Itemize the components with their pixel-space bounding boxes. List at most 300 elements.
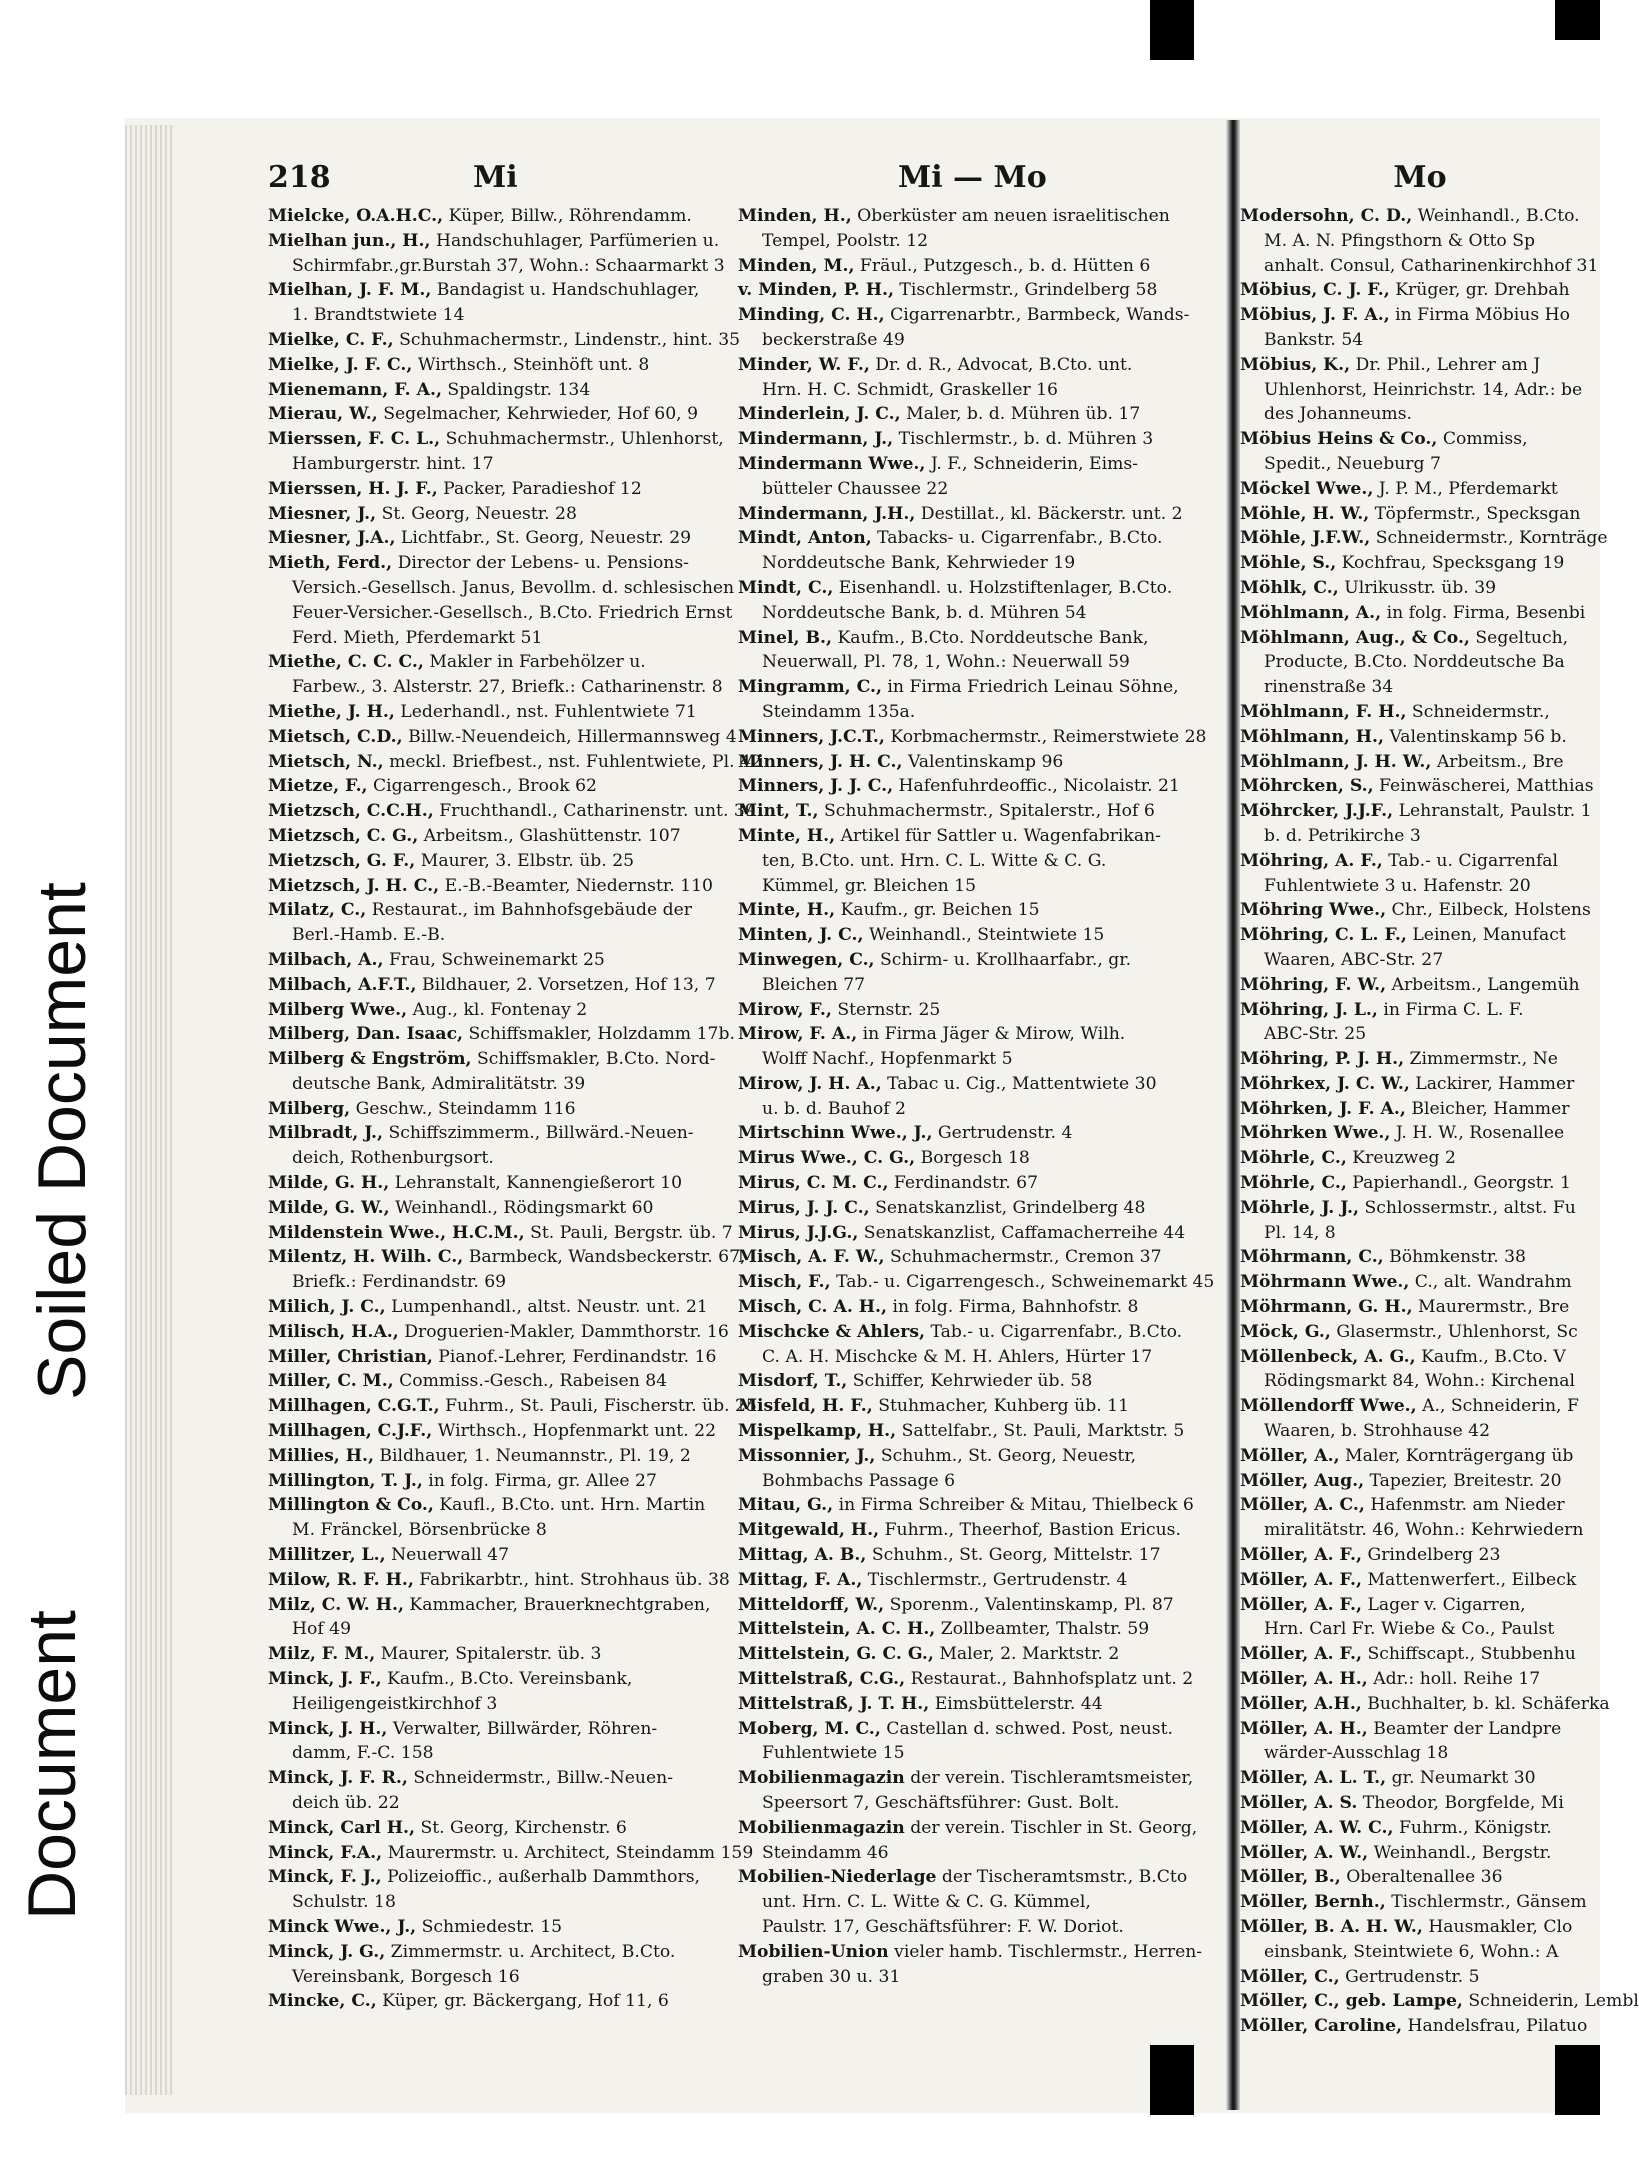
entry-text: Küper, Billw., Röhrendamm. <box>443 206 692 226</box>
directory-entry <box>738 998 1196 1023</box>
entry-name: Möhlk, C., <box>1240 577 1339 598</box>
entry-continuation <box>738 1047 1196 1072</box>
directory-entry <box>268 898 726 923</box>
entry-text: Paulstr. 17, Geschäftsführer: F. W. Doriot. <box>762 1916 1124 1937</box>
entry-text: Schuhmachermstr., Cremon 37 <box>884 1247 1162 1268</box>
entry-text: Leinen, Manufact <box>1406 925 1566 946</box>
entry-continuation <box>1240 1617 1600 1642</box>
right-column <box>1240 204 1639 2039</box>
entry-text: Maler, b. d. Mühren üb. 17 <box>900 404 1141 425</box>
entry-name: Möhlmann, A., <box>1240 602 1382 623</box>
entry-text: Tabac u. Cig., Mattentwiete 30 <box>881 1073 1157 1094</box>
right-page <box>1240 160 1639 2039</box>
entry-name: Miethe, J. H., <box>268 701 395 722</box>
entry-name: Möhrmann Wwe., <box>1240 1272 1410 1293</box>
entry-name: Minder, W. F., <box>738 354 870 375</box>
entry-continuation <box>1240 650 1600 675</box>
entry-text: Lumpenhandl., altst. Neustr. unt. 21 <box>385 1297 708 1318</box>
entry-name: Millington & Co., <box>268 1495 434 1516</box>
entry-text: Lackirer, Hammer <box>1409 1073 1575 1094</box>
directory-entry <box>1240 1766 1600 1791</box>
entry-continuation <box>738 700 1196 725</box>
entry-text: Stuhmacher, Kuhberg üb. 11 <box>872 1396 1130 1417</box>
entry-name: Minden, M., <box>738 255 855 276</box>
entry-name: Möller, A. W. C., <box>1240 1817 1394 1838</box>
entry-name: Möller, A. L. T., <box>1240 1768 1387 1789</box>
directory-entry <box>1240 1915 1600 1940</box>
entry-name: Milde, G. H., <box>268 1173 390 1194</box>
entry-text: Bandagist u. Handschuhlager, <box>431 280 700 301</box>
entry-text: St. Georg, Kirchenstr. 6 <box>414 1817 627 1838</box>
entry-text: Hrn. Carl Fr. Wiebe & Co., Paulst <box>1264 1619 1555 1640</box>
entry-name: Milberg, <box>268 1098 351 1119</box>
entry-name: Mierssen, F. C. L., <box>268 429 441 450</box>
entry-text: Spedit., Neueburg 7 <box>1264 453 1441 474</box>
directory-entry <box>268 1841 754 1866</box>
entry-text: Schuhmachermstr., Spitalerstr., Hof 6 <box>818 801 1155 822</box>
entry-continuation <box>738 378 1196 403</box>
entry-text: meckl. Briefbest., nst. Fuhlentwiete, Pl. 42 <box>383 751 762 772</box>
entry-name: Minck, J. F. R., <box>268 1768 408 1789</box>
entry-continuation <box>738 1345 1196 1370</box>
entry-continuation <box>268 1072 726 1097</box>
entry-text: Lehranstalt, Paulstr. 1 <box>1393 801 1592 822</box>
entry-text: Pl. 14, 8 <box>1264 1222 1336 1243</box>
entry-name: Möller, B., <box>1240 1867 1341 1888</box>
directory-entry <box>268 849 726 874</box>
entry-continuation <box>1240 874 1600 899</box>
directory-entry <box>1240 576 1600 601</box>
entry-text: u. b. d. Bauhof 2 <box>762 1098 906 1119</box>
entry-name: Misdorf, T., <box>738 1371 848 1392</box>
entry-name: Möhring, A. F., <box>1240 850 1383 871</box>
entry-name: Möller, A. H., <box>1240 1718 1368 1739</box>
entry-text: ABC-Str. 25 <box>1264 1024 1367 1045</box>
entry-text: Uhlenhorst, Heinrichstr. 14, Adr.: be <box>1264 379 1583 400</box>
directory-entry <box>1240 1196 1600 1221</box>
directory-entry <box>268 1221 733 1246</box>
directory-entry <box>1240 1965 1600 1990</box>
entry-text: Valentinskamp 56 b. <box>1384 726 1567 747</box>
entry-text: Cigarrengesch., Brook 62 <box>367 776 597 797</box>
entry-text: Eimsbüttelerstr. 44 <box>929 1693 1103 1714</box>
entry-name: Minck, F.A., <box>268 1842 383 1863</box>
directory-entry <box>1240 849 1600 874</box>
entry-text: Hausmakler, Clo <box>1422 1916 1573 1937</box>
entry-name: Mirus Wwe., C. G., <box>738 1148 916 1169</box>
entry-name: Möhrkex, J. C. W., <box>1240 1073 1410 1094</box>
entry-name: Minte, H., <box>738 900 836 921</box>
directory-entry <box>268 948 726 973</box>
entry-name: Mittelstraß, J. T. H., <box>738 1693 930 1714</box>
entry-text: Gertrudenstr. 4 <box>932 1123 1073 1144</box>
directory-entry <box>1240 2014 1600 2039</box>
directory-entry <box>1240 1989 1639 2014</box>
entry-name: Mobilienmagazin <box>738 1817 905 1838</box>
directory-entry <box>1240 1493 1600 1518</box>
directory-entry <box>738 626 1196 651</box>
entry-continuation <box>738 477 1196 502</box>
entry-continuation <box>268 1617 726 1642</box>
entry-text: Kaufm., B.Cto. Norddeutsche Bank, <box>831 627 1149 648</box>
directory-entry <box>738 1245 1196 1270</box>
entry-text: Packer, Paradieshof 12 <box>437 478 642 499</box>
directory-entry <box>1240 1320 1600 1345</box>
entry-name: Mint, T., <box>738 801 819 822</box>
entry-text: Steindamm 46 <box>762 1842 889 1863</box>
entry-name: Mirus, J. J. C., <box>738 1197 870 1218</box>
entry-name: Milentz, H. Wilh. C., <box>268 1247 464 1268</box>
entry-text: Schneidermstr., Kornträge <box>1370 528 1608 549</box>
entry-text: Schneidermstr., <box>1406 701 1550 722</box>
entry-name: Mincke, C., <box>268 1991 377 2012</box>
entry-name: Mietzsch, C. G., <box>268 825 419 846</box>
entry-continuation <box>738 874 1196 899</box>
entry-text: Hof 49 <box>292 1619 352 1640</box>
directory-entry <box>268 229 726 254</box>
entry-name: Modersohn, C. D., <box>1240 206 1413 226</box>
entry-text: Droguerien-Makler, Dammthorstr. 16 <box>398 1321 729 1342</box>
entry-text: Handschuhlager, Parfümerien u. <box>430 230 720 251</box>
entry-continuation <box>738 229 1196 254</box>
entry-text: Schiffsmakler, B.Cto. Nord- <box>471 1049 716 1070</box>
directory-entry <box>1240 973 1600 998</box>
entry-text: Sporenm., Valentinskamp, Pl. 87 <box>884 1594 1174 1615</box>
directory-entry <box>738 750 1196 775</box>
entry-name: v. Minden, P. H., <box>738 280 894 301</box>
entry-name: Milbach, A.F.T., <box>268 974 417 995</box>
page-number: 218 <box>268 160 331 195</box>
entry-text: Artikel für Sattler u. Wagenfabrikan- <box>835 825 1161 846</box>
soiled-document-label: Soiled Document <box>24 882 100 1400</box>
entry-name: Möckel Wwe., <box>1240 478 1374 499</box>
directory-entry <box>268 1320 729 1345</box>
entry-continuation <box>268 675 726 700</box>
left-column <box>268 204 762 2014</box>
directory-entry <box>738 204 1196 229</box>
entry-text: Kreuzweg 2 <box>1346 1148 1456 1169</box>
directory-entry <box>1240 1890 1600 1915</box>
entry-text: Restaurat., Bahnhofsplatz unt. 2 <box>905 1669 1194 1690</box>
entry-name: Möller, Aug., <box>1240 1470 1365 1491</box>
entry-text: deich, Rothenburgsort. <box>292 1148 494 1169</box>
entry-text: Maler, 2. Marktstr. 2 <box>933 1644 1120 1665</box>
entry-text: Makler in Farbehölzer u. <box>423 652 646 673</box>
entry-text: Ferd. Mieth, Pferdemarkt 51 <box>292 627 543 648</box>
entry-text: Senatskanzlist, Caffamacherreihe 44 <box>858 1222 1186 1243</box>
directory-entry <box>738 1072 1196 1097</box>
entry-name: Mitteldorff, W., <box>738 1594 885 1615</box>
directory-entry <box>738 1444 1196 1469</box>
directory-entry <box>738 1121 1196 1146</box>
entry-continuation <box>1240 1940 1600 1965</box>
entry-name: Möhrmann, C., <box>1240 1247 1384 1268</box>
entry-continuation <box>1240 1419 1600 1444</box>
entry-text: Ulrikusstr. üb. 39 <box>1338 577 1497 598</box>
binding-tab-top-2 <box>1555 0 1600 40</box>
entry-name: Mielke, C. F., <box>268 329 394 350</box>
entry-text: Tab.- u. Cigarrengesch., Schweinemarkt 45 <box>830 1272 1215 1293</box>
entry-text: gr. Neumarkt 30 <box>1386 1768 1536 1789</box>
directory-entry <box>1240 1295 1600 1320</box>
entry-text: Tischlermstr., Grindelberg 58 <box>893 280 1158 301</box>
entry-name: Milberg, Dan. Isaac, <box>268 1024 464 1045</box>
entry-continuation <box>1240 452 1600 477</box>
entry-text: Maurer, 3. Elbstr. üb. 25 <box>415 850 635 871</box>
directory-entry <box>1240 923 1600 948</box>
entry-name: Milbradt, J., <box>268 1123 383 1144</box>
entry-text: graben 30 u. 31 <box>762 1966 901 1987</box>
entry-text: Pianof.-Lehrer, Ferdinandstr. 16 <box>432 1346 717 1367</box>
entry-continuation <box>268 1146 726 1171</box>
entry-name: Mietze, F., <box>268 776 368 797</box>
entry-name: Mitgewald, H., <box>738 1520 880 1541</box>
entry-text: Tischlermstr., b. d. Mühren 3 <box>893 429 1154 450</box>
entry-text: Polizeioffic., außerhalb Dammthors, <box>381 1867 700 1888</box>
entry-text: Schuhmachermstr., Uhlenhorst, <box>440 429 724 450</box>
entry-name: Mindt, C., <box>738 577 834 598</box>
entry-text: Zimmermstr., Ne <box>1404 1049 1558 1070</box>
directory-entry <box>1240 700 1600 725</box>
directory-entry <box>268 1419 726 1444</box>
entry-text: Restaurat., im Bahnhofsgebäude der <box>366 900 693 921</box>
entry-name: Möller, A., <box>1240 1445 1340 1466</box>
directory-entry <box>738 526 1196 551</box>
entry-text: St. Georg, Neuestr. 28 <box>376 503 577 524</box>
entry-name: Möller, A. H., <box>1240 1669 1368 1690</box>
entry-name: Mirus, J.J.G., <box>738 1222 859 1243</box>
entry-name: Miesner, J.A., <box>268 528 396 549</box>
directory-entry <box>1240 1816 1600 1841</box>
directory-entry <box>268 1295 726 1320</box>
entry-text: Commiss.-Gesch., Rabeisen 84 <box>393 1371 668 1392</box>
entry-name: Möhring Wwe., <box>1240 900 1387 921</box>
entry-continuation <box>738 1097 1196 1122</box>
entry-text: 1. Brandtstwiete 14 <box>292 305 465 326</box>
entry-name: Möllenbeck, A. G., <box>1240 1346 1416 1367</box>
entry-text: Schuhm., St. Georg, Neuestr, <box>875 1445 1137 1466</box>
directory-entry <box>1240 1593 1600 1618</box>
entry-name: Misfeld, H. F., <box>738 1396 873 1417</box>
entry-continuation <box>738 849 1196 874</box>
directory-entry <box>268 1245 746 1270</box>
directory-entry <box>1240 898 1600 923</box>
directory-entry <box>1240 1667 1600 1692</box>
entry-text: Fabrikarbtr., hint. Strohhaus üb. 38 <box>413 1569 730 1590</box>
entry-text: Maurer, Spitalerstr. üb. 3 <box>375 1644 602 1665</box>
entry-continuation <box>738 1915 1196 1940</box>
directory-entry <box>738 799 1196 824</box>
directory-entry <box>1240 1121 1600 1146</box>
entry-text: Gertrudenstr. 5 <box>1339 1966 1480 1987</box>
entry-text: in Firma Jäger & Mirow, Wilh. <box>857 1024 1126 1045</box>
directory-entry <box>1240 799 1600 824</box>
directory-entry <box>738 254 1196 279</box>
entry-text: rinenstraße 34 <box>1264 677 1394 698</box>
directory-entry <box>1240 1543 1600 1568</box>
directory-entry <box>1240 1865 1600 1890</box>
directory-entry <box>268 1915 726 1940</box>
directory-entry <box>268 526 726 551</box>
entry-continuation <box>1240 824 1600 849</box>
directory-entry <box>268 650 726 675</box>
entry-text: Castellan d. schwed. Post, neust. <box>880 1718 1173 1739</box>
entry-name: Möller, Caroline, <box>1240 2016 1403 2037</box>
directory-entry <box>268 1345 726 1370</box>
entry-text: St. Pauli, Bergstr. üb. 7 <box>524 1222 733 1243</box>
entry-text: Fuhrm., Theerhof, Bastion Ericus. <box>879 1520 1181 1541</box>
entry-text: Norddeutsche Bank, Kehrwieder 19 <box>762 553 1076 574</box>
entry-text: Kaufm., B.Cto. V <box>1415 1346 1566 1367</box>
directory-entry <box>1240 626 1600 651</box>
directory-entry <box>268 824 726 849</box>
entry-text: in Firma Möbius Ho <box>1389 305 1570 326</box>
entry-text: C. A. H. Mischcke & M. H. Ahlers, Hürter 17 <box>762 1346 1153 1367</box>
directory-entry <box>738 923 1196 948</box>
entry-name: Mieth, Ferd., <box>268 553 393 574</box>
directory-entry <box>738 675 1196 700</box>
entry-text: Schiffsmakler, Holzdamm 17b. <box>463 1024 735 1045</box>
entry-name: Misch, F., <box>738 1272 831 1293</box>
entry-name: Millhagen, C.G.T., <box>268 1396 440 1417</box>
entry-name: Minck, Carl H., <box>268 1817 415 1838</box>
entry-text: Wirthsch., Hopfenmarkt unt. 22 <box>432 1421 717 1442</box>
entry-text: Papierhandl., Georgstr. 1 <box>1346 1173 1571 1194</box>
entry-name: Mindt, Anton, <box>738 528 872 549</box>
entry-text: bütteler Chaussee 22 <box>762 478 949 499</box>
entry-text: Tischlermstr., Gänsem <box>1385 1892 1587 1913</box>
entry-text: J. P. M., Pferdemarkt <box>1373 478 1558 499</box>
entry-continuation <box>268 1270 726 1295</box>
entry-continuation <box>268 1890 726 1915</box>
entry-text: Chr., Eilbeck, Holstens <box>1386 900 1591 921</box>
directory-entry <box>1240 1245 1600 1270</box>
entry-name: Möbius, K., <box>1240 354 1351 375</box>
entry-text: Steindamm 135a. <box>762 701 916 722</box>
entry-text: Adr.: holl. Reihe 17 <box>1367 1669 1541 1690</box>
entry-name: Möhlmann, F. H., <box>1240 701 1407 722</box>
directory-entry <box>738 1692 1196 1717</box>
entry-text: anhalt. Consul, Catharinenkirchhof 31 <box>1264 255 1599 276</box>
entry-text: Berl.-Hamb. E.-B. <box>292 925 446 946</box>
entry-name: Möller, B. A. H. W., <box>1240 1916 1423 1937</box>
entry-text: deutsche Bank, Admiralitätstr. 39 <box>292 1073 586 1094</box>
entry-text: Küper, gr. Bäckergang, Hof 11, 6 <box>376 1991 669 2012</box>
entry-name: Mietzsch, G. F., <box>268 850 416 871</box>
entry-continuation <box>738 328 1196 353</box>
directory-entry <box>738 1816 1196 1841</box>
directory-entry <box>738 1493 1196 1518</box>
header-mid: Mi — Mo <box>898 160 1047 195</box>
directory-entry <box>738 948 1196 973</box>
entry-continuation <box>738 1965 1196 1990</box>
entry-name: Miesner, J., <box>268 503 377 524</box>
directory-entry <box>738 898 1196 923</box>
directory-entry <box>738 1568 1196 1593</box>
entry-name: Millington, T. J., <box>268 1470 423 1491</box>
entry-text: Eisenhandl. u. Holzstiftenlager, B.Cto. <box>833 577 1173 598</box>
entry-text: damm, F.-C. 158 <box>292 1743 434 1764</box>
entry-name: Mindermann Wwe., <box>738 453 926 474</box>
entry-name: Möller, A. F., <box>1240 1569 1362 1590</box>
directory-entry <box>1240 477 1600 502</box>
entry-text: Rödingsmarkt 84, Wohn.: Kirchenal <box>1264 1371 1575 1392</box>
entry-text: deich üb. 22 <box>292 1793 400 1813</box>
entry-text: Commiss, <box>1437 429 1528 450</box>
entry-name: Milatz, C., <box>268 900 367 921</box>
entry-name: Möhle, S., <box>1240 553 1337 574</box>
entry-name: Mildenstein Wwe., H.C.M., <box>268 1222 525 1243</box>
entry-text: Verwalter, Billwärder, Röhren- <box>387 1718 658 1739</box>
entry-text: Handelsfrau, Pilatuo <box>1402 2016 1588 2037</box>
directory-entry <box>1240 1469 1600 1494</box>
entry-text: in Firma C. L. F. <box>1377 999 1524 1020</box>
entry-text: J. H. W., Rosenallee <box>1390 1123 1565 1144</box>
entry-text: Hrn. H. C. Schmidt, Graskeller 16 <box>762 379 1058 400</box>
entry-name: Möbius, C. J. F., <box>1240 280 1390 301</box>
entry-text: Schiffscapt., Stubbenhu <box>1362 1644 1576 1665</box>
entry-text: Schuhm., St. Georg, Mittelstr. 17 <box>866 1545 1161 1566</box>
entry-name: Minten, J. C., <box>738 925 864 946</box>
entry-continuation <box>1240 254 1600 279</box>
book-gutter <box>1226 120 1240 2110</box>
directory-entry <box>1240 998 1600 1023</box>
directory-entry <box>268 1989 726 2014</box>
entry-continuation <box>1240 328 1600 353</box>
directory-entry <box>1240 278 1600 303</box>
left-page <box>268 160 1215 2014</box>
directory-entry <box>1240 1097 1600 1122</box>
directory-entry <box>268 1196 726 1221</box>
entry-text: Vereinsbank, Borgesch 16 <box>292 1966 520 1987</box>
directory-entry <box>268 1717 726 1742</box>
entry-name: Mietzsch, C.C.H., <box>268 801 434 822</box>
header-left: Mi <box>473 160 518 195</box>
directory-entry <box>268 1369 726 1394</box>
entry-text: Schiffszimmerm., Billwärd.-Neuen- <box>382 1123 694 1144</box>
directory-entry <box>738 1022 1196 1047</box>
entry-name: Minte, H., <box>738 825 836 846</box>
entry-name: Mietsch, N., <box>268 751 384 772</box>
entry-name: Mittelstein, A. C. H., <box>738 1619 936 1640</box>
directory-entry <box>268 402 726 427</box>
directory-entry <box>268 353 726 378</box>
entry-continuation <box>738 973 1196 998</box>
entry-text: Feinwäscherei, Matthias <box>1373 776 1594 797</box>
directory-entry <box>1240 1692 1610 1717</box>
entry-text: Bohmbachs Passage 6 <box>762 1470 956 1491</box>
entry-name: Mirow, F., <box>738 999 832 1020</box>
directory-entry <box>268 1568 730 1593</box>
entry-name: Möller, Bernh., <box>1240 1892 1386 1913</box>
directory-entry <box>1240 1568 1600 1593</box>
directory-entry <box>738 353 1196 378</box>
directory-entry <box>1240 1394 1600 1419</box>
directory-entry <box>1240 1642 1600 1667</box>
directory-entry <box>268 1047 726 1072</box>
entry-name: Möhring, J. L., <box>1240 999 1378 1020</box>
directory-entry <box>268 1593 726 1618</box>
entry-name: Minck, J. G., <box>268 1941 386 1962</box>
bottom-margin <box>0 2115 1600 2177</box>
entry-name: Minck Wwe., J., <box>268 1916 417 1937</box>
entry-text: Lichtfabr., St. Georg, Neuestr. 29 <box>395 528 692 549</box>
directory-entry <box>1240 427 1600 452</box>
directory-entry <box>268 1642 726 1667</box>
entry-text: Schuhmachermstr., Lindenstr., hint. 35 <box>393 329 741 350</box>
entry-text: J. F., Schneiderin, Eims- <box>925 453 1139 474</box>
directory-entry <box>268 1394 757 1419</box>
